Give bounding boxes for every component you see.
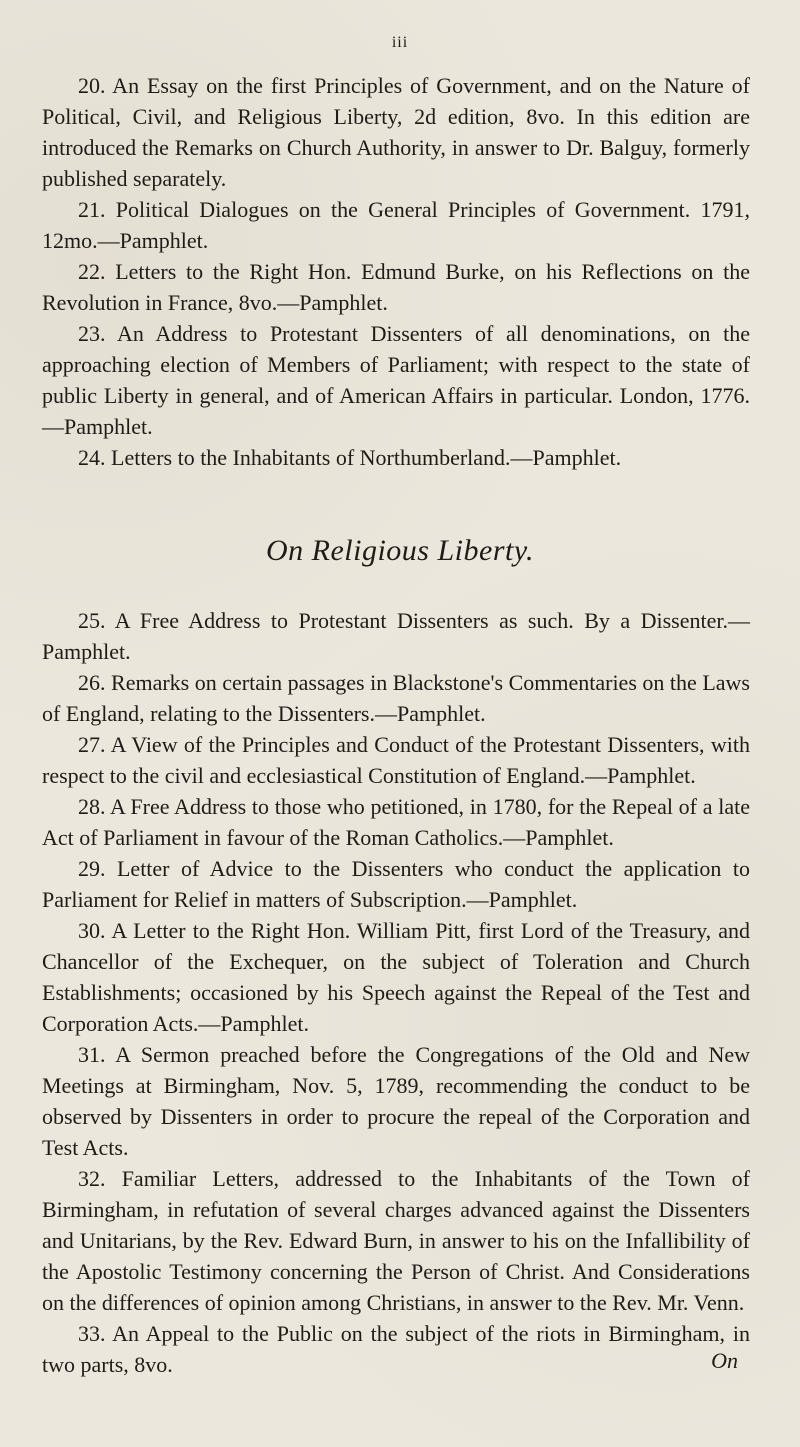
catalogue-entry-29: 29. Letter of Advice to the Dissenters who conduct the application to Parliament for Relief in matters of Subscription.—Pamphlet. [42,856,750,912]
catalogue-entry-26: 26. Remarks on certain passages in Blackstone's Commentaries on the Laws of England, relating to the Dissenters.—Pamphlet. [42,670,750,726]
page-number: iii [391,34,409,51]
catalogue-entry-28: 28. A Free Address to those who petitioned, in 1780, for the Repeal of a late Act of Parliament in favour of the Roman Catholics.—Pamphlet. [42,794,750,850]
catalogue-entry-21: 21. Political Dialogues on the General Principles of Government. 1791, 12mo.—Pamphlet. [42,197,750,253]
catalogue-entry-25: 25. A Free Address to Protestant Dissenters as such. By a Dissenter.—Pamphlet. [42,608,750,664]
catalogue-entry-31: 31. A Sermon preached before the Congregations of the Old and New Meetings at Birmingham, Nov. 5, 1789, recommending the conduct to be observed by Dissenters in order to procure the repeal of the Corporation and Test Acts. [42,1042,750,1160]
catalogue-entries-upper [42,70,750,473]
catalogue-entries-lower [42,605,750,1380]
catalogue-entry-32: 32. Familiar Letters, addressed to the Inhabitants of the Town of Birmingham, in refutation of several charges advanced against the Dissenters and Unitarians, by the Rev. Edward Burn, in answer to his on the Infallibility of the Apostolic Testimony concerning the Person of Christ. And Considerations on the differences of opinion among Christians, in answer to the Rev. Mr. Venn. [42,1166,750,1315]
catchword: On [711,1348,738,1373]
catalogue-entry-27: 27. A View of the Principles and Conduct of the Protestant Dissenters, with respect to the civil and ecclesiastical Constitution of England.—Pamphlet. [42,732,750,788]
catalogue-entry-20: 20. An Essay on the first Principles of Government, and on the Nature of Political, Civil, and Religious Liberty, 2d edition, 8vo. In this edition are introduced the Remarks on Church Authority, in answer to Dr. Balguy, formerly published separately. [42,73,750,191]
catalogue-entry-23: 23. An Address to Protestant Dissenters of all denominations, on the approaching election of Members of Parliament; with respect to the state of public Liberty in general, and of American Affairs in particular. London, 1776.—Pamphlet. [42,321,750,439]
catalogue-entry-22: 22. Letters to the Right Hon. Edmund Burke, on his Reflections on the Revolution in France, 8vo.—Pamphlet. [42,259,750,315]
section-heading: On Religious Liberty. [266,534,534,567]
catalogue-entry-33: 33. An Appeal to the Public on the subject of the riots in Birmingham, in two parts, 8vo. [42,1321,750,1377]
catalogue-entry-30: 30. A Letter to the Right Hon. William Pitt, first Lord of the Treasury, and Chancellor of the Exchequer, on the subject of Toleration and Church Establishments; occasioned by his Speech against the Repeal of the Test and Corporation Acts.—Pamphlet. [42,918,750,1036]
catalogue-entry-24: 24. Letters to the Inhabitants of Northumberland.—Pamphlet. [78,445,622,470]
